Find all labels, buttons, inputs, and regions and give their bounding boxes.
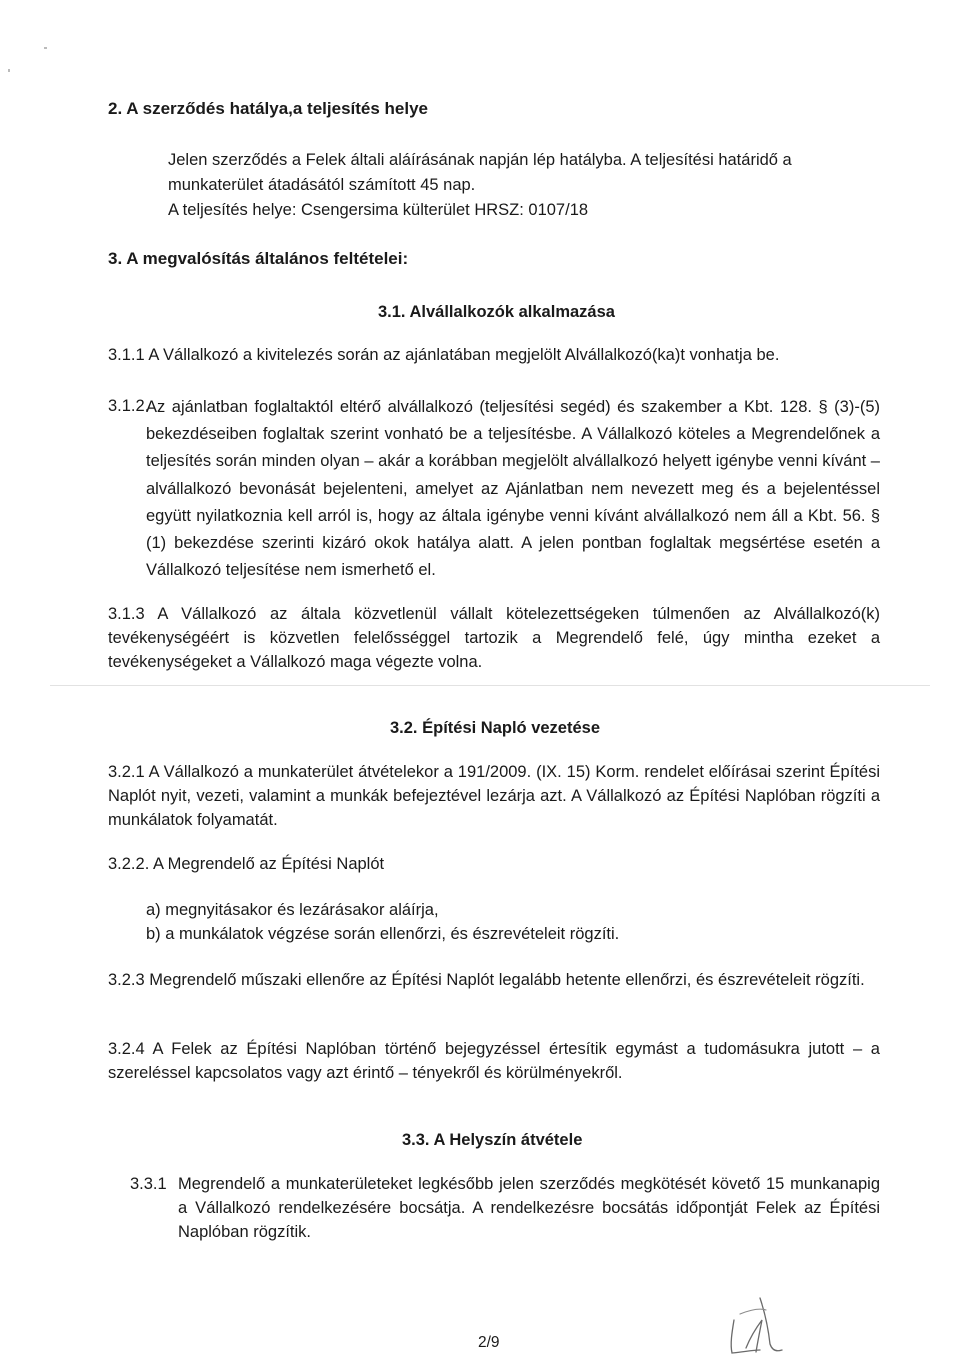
page-number: 2/9 bbox=[478, 1334, 500, 1351]
handwritten-initials bbox=[720, 1290, 790, 1362]
paragraph-3-1-2-number: 3.1.2. bbox=[108, 397, 150, 415]
subsection-3-1-heading: 3.1. Alvállalkozók alkalmazása bbox=[378, 303, 615, 321]
paragraph-3-2-4: 3.2.4 A Felek az Építési Naplóban történő bejegyzéssel értesítik egymást a tudomásukra jutott – a szereléssel kapcsolatos vagy azt érintő – tényekről és körülményekről. bbox=[108, 1040, 880, 1082]
section-2-line-3: A teljesítés helye: Csengersima külterület HRSZ: 0107/18 bbox=[168, 201, 589, 219]
paragraph-3-3-1-number: 3.3.1 bbox=[130, 1175, 167, 1193]
list-item-b: b) a munkálatok végzése során ellenőrzi, és észrevételeit rögzíti. bbox=[146, 925, 620, 943]
list-item-a: a) megnyitásakor és lezárásakor aláírja, bbox=[146, 901, 439, 919]
scan-speck bbox=[8, 69, 10, 72]
section-2-line-1: Jelen szerződés a Felek általi aláírásának napján lép hatályba. A teljesítési határidő a bbox=[168, 151, 792, 169]
subsection-3-3-heading: 3.3. A Helyszín átvétele bbox=[402, 1131, 583, 1149]
section-3-heading: 3. A megvalósítás általános feltételei: bbox=[108, 249, 409, 268]
section-2-heading: 2. A szerződés hatálya,a teljesítés helye bbox=[108, 99, 429, 118]
paragraph-3-1-3: 3.1.3 A Vállalkozó az általa közvetlenül vállalt kötelezettségeken túlmenően az Alvállalkozó(k) tevékenységéért is közvetlen felelősséggel tartozik a Megrendelő felé, úgy mintha ezeket a tevékenységeket a Vállalkozó maga végezte volna. bbox=[108, 605, 880, 671]
section-2-line-2: munkaterület átadásától számított 45 nap. bbox=[168, 176, 476, 194]
scan-rule bbox=[50, 685, 930, 686]
scan-speck bbox=[44, 47, 47, 49]
paragraph-3-2-2: 3.2.2. A Megrendelő az Építési Naplót bbox=[108, 855, 385, 873]
paragraph-3-1-1: 3.1.1 A Vállalkozó a kivitelezés során az ajánlatában megjelölt Alvállalkozó(ka)t vonhatja be. bbox=[108, 346, 780, 364]
paragraph-3-3-1: Megrendelő a munkaterületeket legkésőbb jelen szerződés megkötését követő 15 munkanapig a Vállalkozó rendelkezésére bocsátja. A rendelkezésre bocsátás időpontját Felek az Építési Naplóban rögzítik. bbox=[178, 1175, 880, 1241]
subsection-3-2-heading: 3.2. Építési Napló vezetése bbox=[390, 719, 601, 737]
paragraph-3-2-1: 3.2.1 A Vállalkozó a munkaterület átvételekor a 191/2009. (IX. 15) Korm. rendelet előírásai szerint Építési Naplót nyit, vezeti, valamint a munkák befejeztével lezárja azt. A Vállalkozó az Építési Naplóban rögzíti a munkálatok folyamatát. bbox=[108, 763, 880, 829]
paragraph-3-2-3: 3.2.3 Megrendelő műszaki ellenőre az Építési Naplót legalább hetente ellenőrzi, és észrevételeit rögzíti. bbox=[108, 971, 865, 989]
paragraph-3-1-2: Az ajánlatban foglaltaktól eltérő alvállalkozó (teljesítési segéd) és szakember a Kbt. 128. § (3)-(5) bekezdéseiben foglaltak szerint vonható be a teljesítésbe. A Vállalkozó köteles a Megrendelőnek a teljesítés során minden olyan – akár a korábban megjelölt alvállalkozó helyett igénybe venni kívánt – alvállalkozó bevonását bejelenteni, amelyet az Ajánlatban nem nevezett meg és a bejelentéssel együtt nyilatkoznia kell arról is, hogy az általa igénybe venni kívánt alvállalkozó nem áll a Kbt. 56. § (1) bekezdése szerinti kizáró okok hatálya alatt. A jelen pontban foglaltak megsértése esetén a Vállalkozó teljesítése nem ismerhető el. bbox=[146, 398, 880, 580]
